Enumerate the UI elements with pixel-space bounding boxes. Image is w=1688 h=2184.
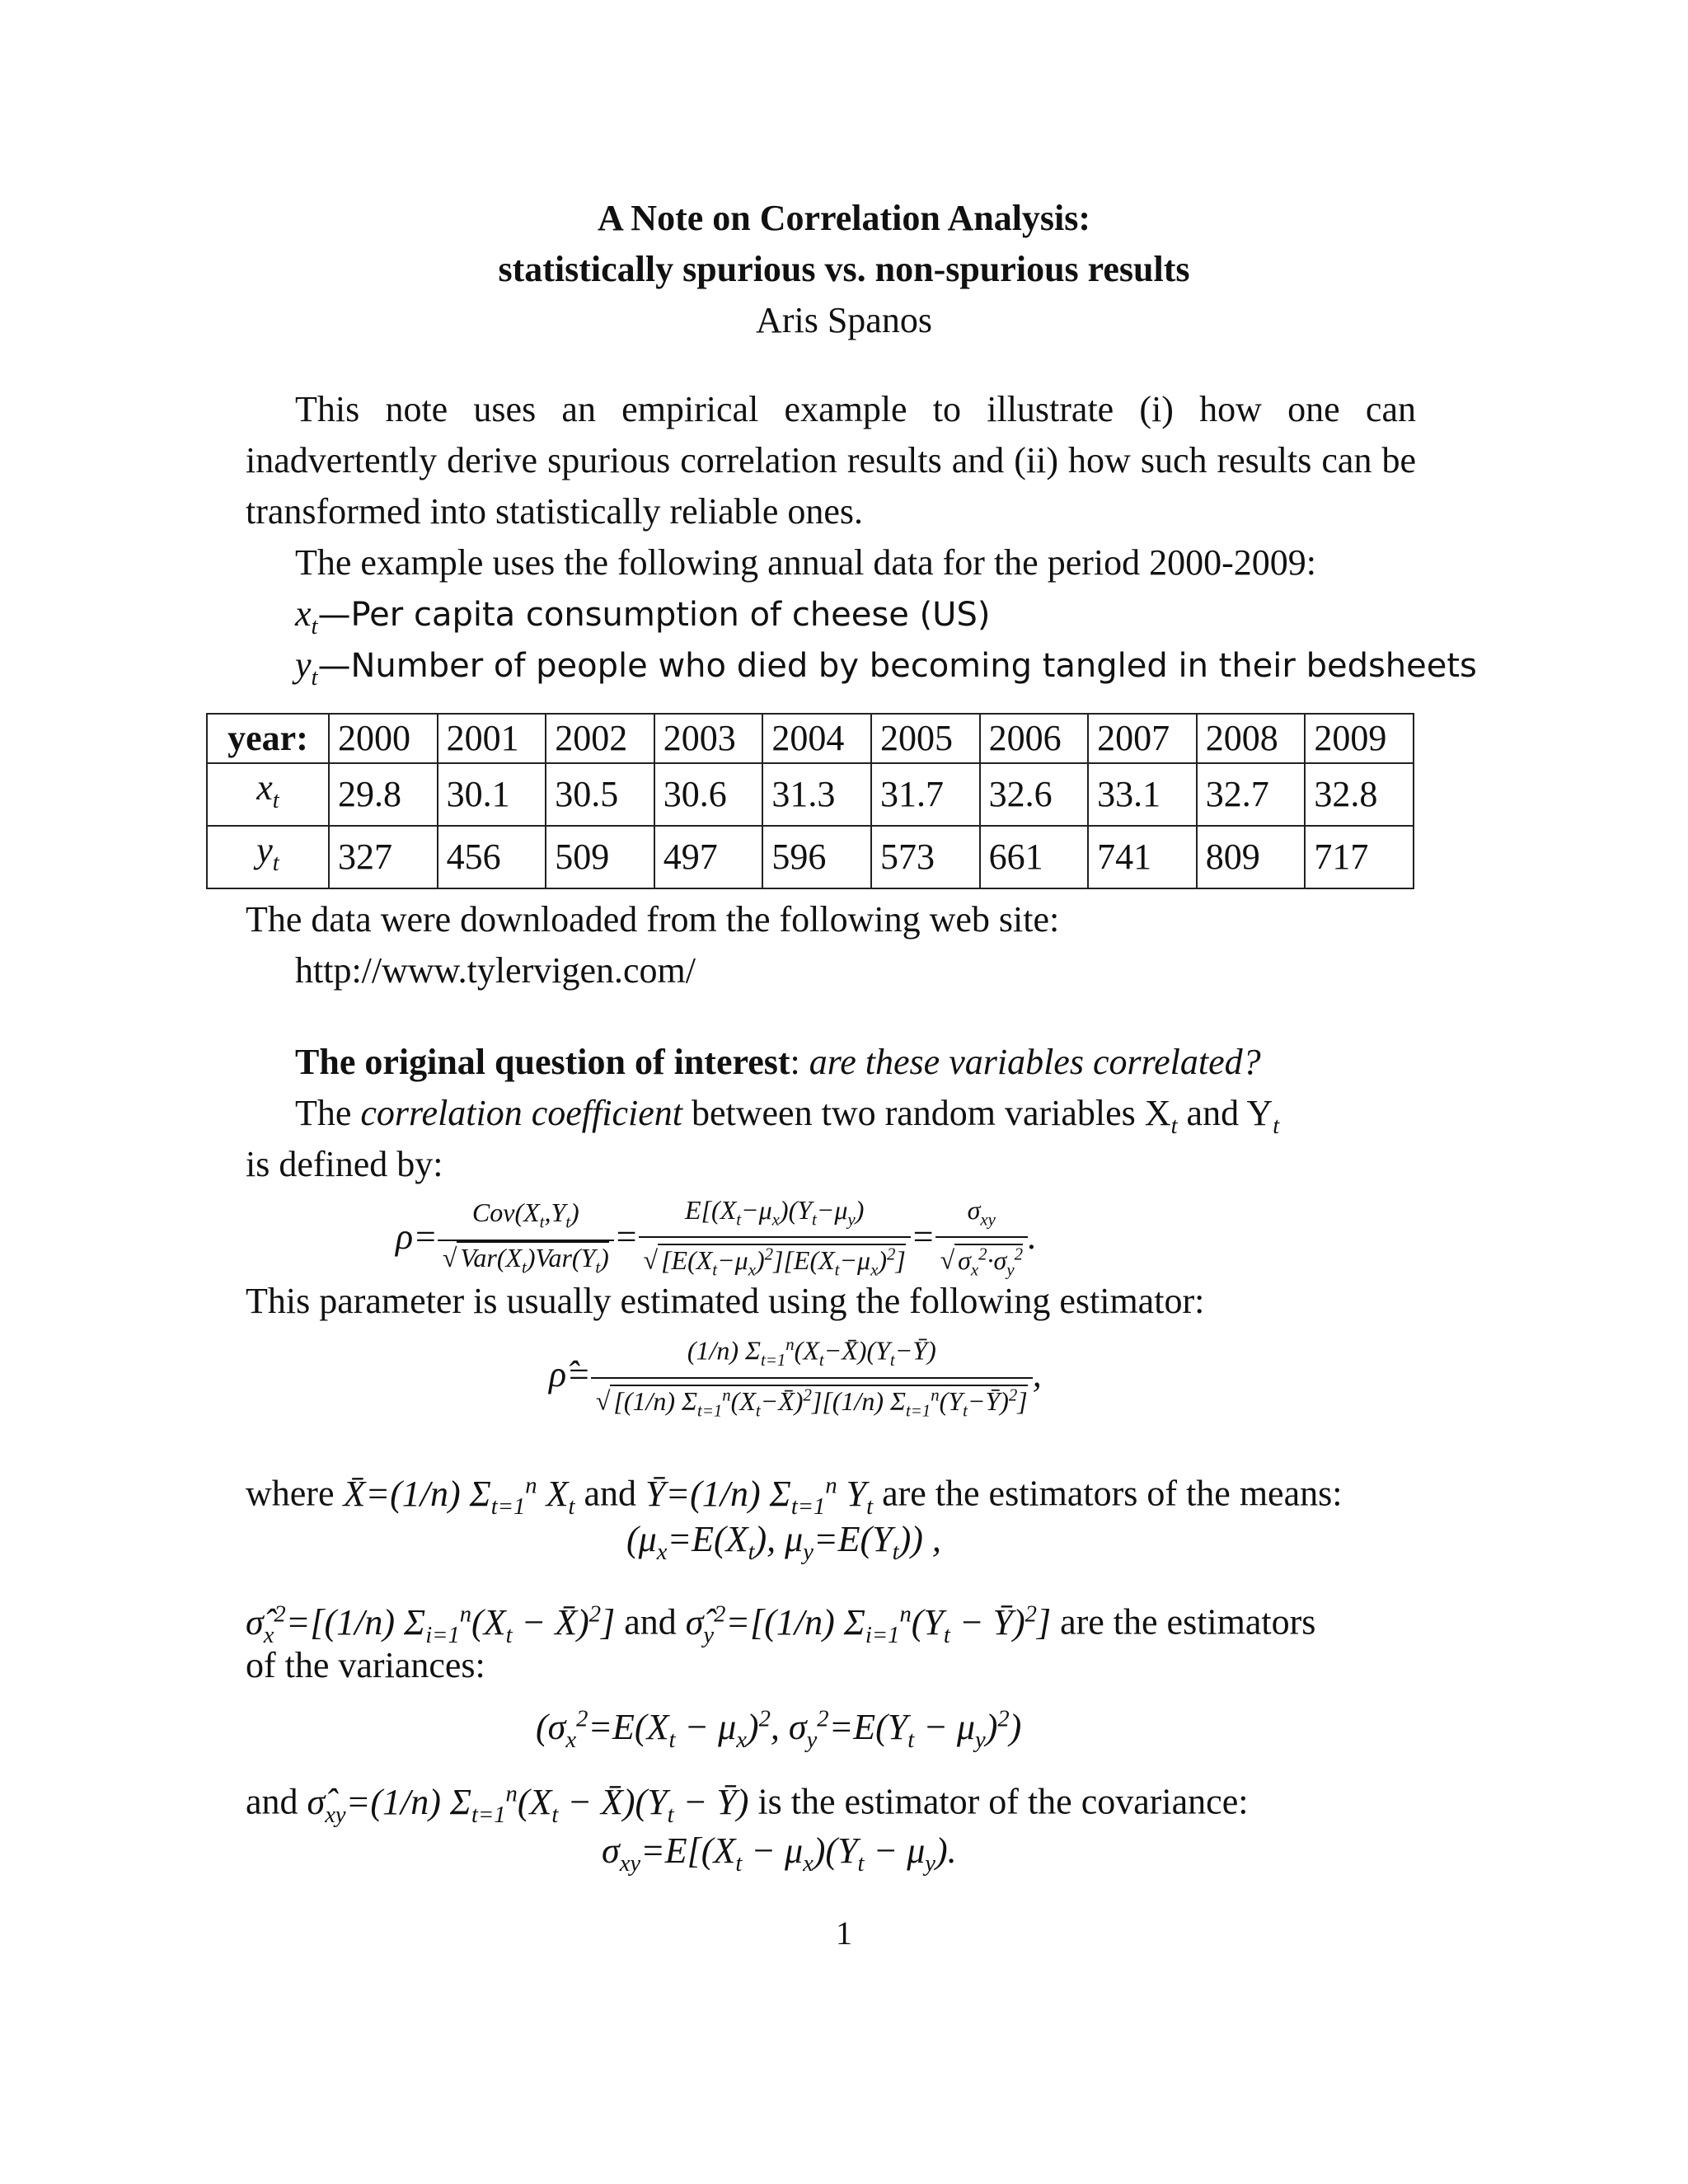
- table-cell: 2004: [762, 714, 871, 763]
- table-cell: 30.1: [438, 763, 546, 826]
- table-cell: 2009: [1305, 714, 1414, 763]
- y-subscript: t: [311, 664, 318, 691]
- y-header: [207, 826, 329, 888]
- author: Aris Spanos: [756, 300, 932, 340]
- table-cell: 32.8: [1305, 763, 1414, 826]
- table-cell: 29.8: [329, 763, 438, 826]
- table-cell: 573: [871, 826, 980, 888]
- table-cell: 2006: [980, 714, 1089, 763]
- question-label: The original question of interest: [295, 1042, 790, 1082]
- variances-equation: ($\sigma_x^2=E(X_t - \mu_x)^2$, $\sigma_y^2=E(Y_t - \mu_y)^2$): [536, 1706, 1022, 1753]
- y-header-subscript: t: [272, 850, 279, 876]
- table-cell: 33.1: [1088, 763, 1197, 826]
- x-header-symbol: x: [256, 767, 273, 808]
- table-cell: 2005: [871, 714, 980, 763]
- definition-term: correlation coefficient: [360, 1093, 682, 1133]
- table-row-y: [207, 826, 1414, 888]
- table-cell: 661: [980, 826, 1089, 888]
- intro-paragraph: [246, 384, 1416, 537]
- table-cell: 2001: [438, 714, 546, 763]
- table-cell: 31.7: [871, 763, 980, 826]
- page-number: 1: [836, 1915, 852, 1952]
- table-cell: 2002: [546, 714, 654, 763]
- table-cell: 509: [546, 826, 654, 888]
- table-cell: 30.5: [546, 763, 654, 826]
- covariance-equation: $\sigma_{xy}=E[(X_t - \mu_x)(Y_t - \mu_y)$.: [602, 1830, 957, 1877]
- y-header-symbol: y: [256, 829, 273, 870]
- means-text: are the estimators of the means:: [882, 1473, 1343, 1514]
- variances-text: are the estimators: [1060, 1601, 1316, 1643]
- definition-x-subscript: t: [1170, 1113, 1178, 1139]
- definition-pre: The: [295, 1093, 361, 1133]
- data-table: [206, 713, 1414, 889]
- table-cell: 31.3: [762, 763, 871, 826]
- rho-hat-equation: ρ̂= $\frac{(1/n) \Sigma_{t=1}^n(X_t-X̄)(Y_t-Ȳ)}{√ [(1/n) \Sigma_{t=1}^n(X_t-X̄)^2][(1/n) \Sigma_{t=1}^n(Y_t-Ȳ)^2]}$ ,: [549, 1329, 1042, 1427]
- x-symbol: x: [295, 593, 312, 634]
- table-cell: 717: [1305, 826, 1414, 888]
- table-cell: 741: [1088, 826, 1197, 888]
- table-cell: 32.6: [980, 763, 1089, 826]
- source-url: http://www.tylervigen.com/: [295, 950, 696, 991]
- table-row-x: [207, 763, 1414, 826]
- table-cell: 32.7: [1197, 763, 1306, 826]
- example-sentence: [295, 537, 1449, 588]
- rho-equation: ρ= $\frac{Cov(X_t,Y_t)}{√ Var(X_t)Var(Y_t)}$ = $\frac{E[(X_t-\mu_x)(Y_t-\mu_y)}{√ [E(X_t-\mu_x)^2][E(X_t-\mu_x)^2]}$ = $\frac{\sigma_{xy}}{√ \sigma_x^2\cdot\sigma_y^2}$ .: [396, 1195, 1037, 1280]
- definition-y-subscript: t: [1273, 1113, 1280, 1139]
- y-description: —Number of people who died by becoming tangled in their bedsheets: [317, 647, 1477, 685]
- year-header: year:: [207, 714, 329, 763]
- table-row-years: [207, 714, 1414, 763]
- table-cell: 809: [1197, 826, 1306, 888]
- definition-post2: and Y: [1177, 1093, 1273, 1133]
- table-cell: 456: [438, 826, 546, 888]
- covariance-text: is the estimator of the covariance:: [757, 1781, 1249, 1822]
- question-text: are these variables correlated?: [809, 1042, 1261, 1082]
- table-cell: 2008: [1197, 714, 1306, 763]
- estimator-intro: This parameter is usually estimated using the following estimator:: [246, 1281, 1205, 1321]
- question-colon: :: [790, 1042, 809, 1082]
- means-line: where X̄=(1/n) $\Sigma_{t=1}^n$ $X_t$ and Ȳ=(1/n) $\Sigma_{t=1}^n$ $Y_t$ are the estimators of the means:: [246, 1473, 1343, 1520]
- table-cell: 327: [329, 826, 438, 888]
- title-line-1: A Note on Correlation Analysis:: [597, 198, 1091, 238]
- table-cell: 2007: [1088, 714, 1197, 763]
- y-definition: [295, 640, 1477, 704]
- example-text: The example uses the following annual data for the period 2000-2009:: [295, 542, 1316, 583]
- table-cell: 2000: [329, 714, 438, 763]
- table-cell: 2003: [654, 714, 763, 763]
- x-description: —Per capita consumption of cheese (US): [317, 596, 991, 634]
- intro-text: This note uses an empirical example to illustrate (i) how one can inadvertently derive spurious correlation results and (ii) how such results can be transformed into statistically reliable ones.: [246, 389, 1416, 532]
- definition-line-2: is defined by:: [246, 1144, 443, 1184]
- means-equation: ($\mu_x=E(X_t)$, $\mu_y=E(Y_t)$) ,: [626, 1519, 941, 1565]
- x-header: [207, 763, 329, 826]
- x-header-subscript: t: [272, 787, 279, 813]
- question-line: [295, 1037, 1261, 1088]
- x-subscript: t: [311, 613, 318, 640]
- y-symbol: y: [295, 644, 312, 685]
- table-cell: 497: [654, 826, 763, 888]
- variances-line-2: of the variances:: [246, 1645, 485, 1685]
- table-cell: 596: [762, 826, 871, 888]
- source-text: The data were downloaded from the following web site:: [246, 899, 1060, 940]
- definition-post: between two random variables X: [682, 1093, 1171, 1133]
- table-cell: 30.6: [654, 763, 763, 826]
- covariance-line: and $\sigmâ_{xy}=(1/n) \Sigma_{t=1}^n(X_t$ − $X̄)(Y_t$ − Ȳ) is the estimator of the covariance:: [246, 1781, 1249, 1828]
- variances-line: $\sigmâ_x^2=[(1/n) \Sigma_{i=1}^n(X_t$ − X̄)$^2$] and $\sigmâ_y^2=[(1/n) \Sigma_{i=1}^n(Y_t$ − Ȳ)$^2$] are the estimators: [246, 1601, 1316, 1648]
- title-line-2: statistically spurious vs. non-spurious results: [498, 249, 1190, 289]
